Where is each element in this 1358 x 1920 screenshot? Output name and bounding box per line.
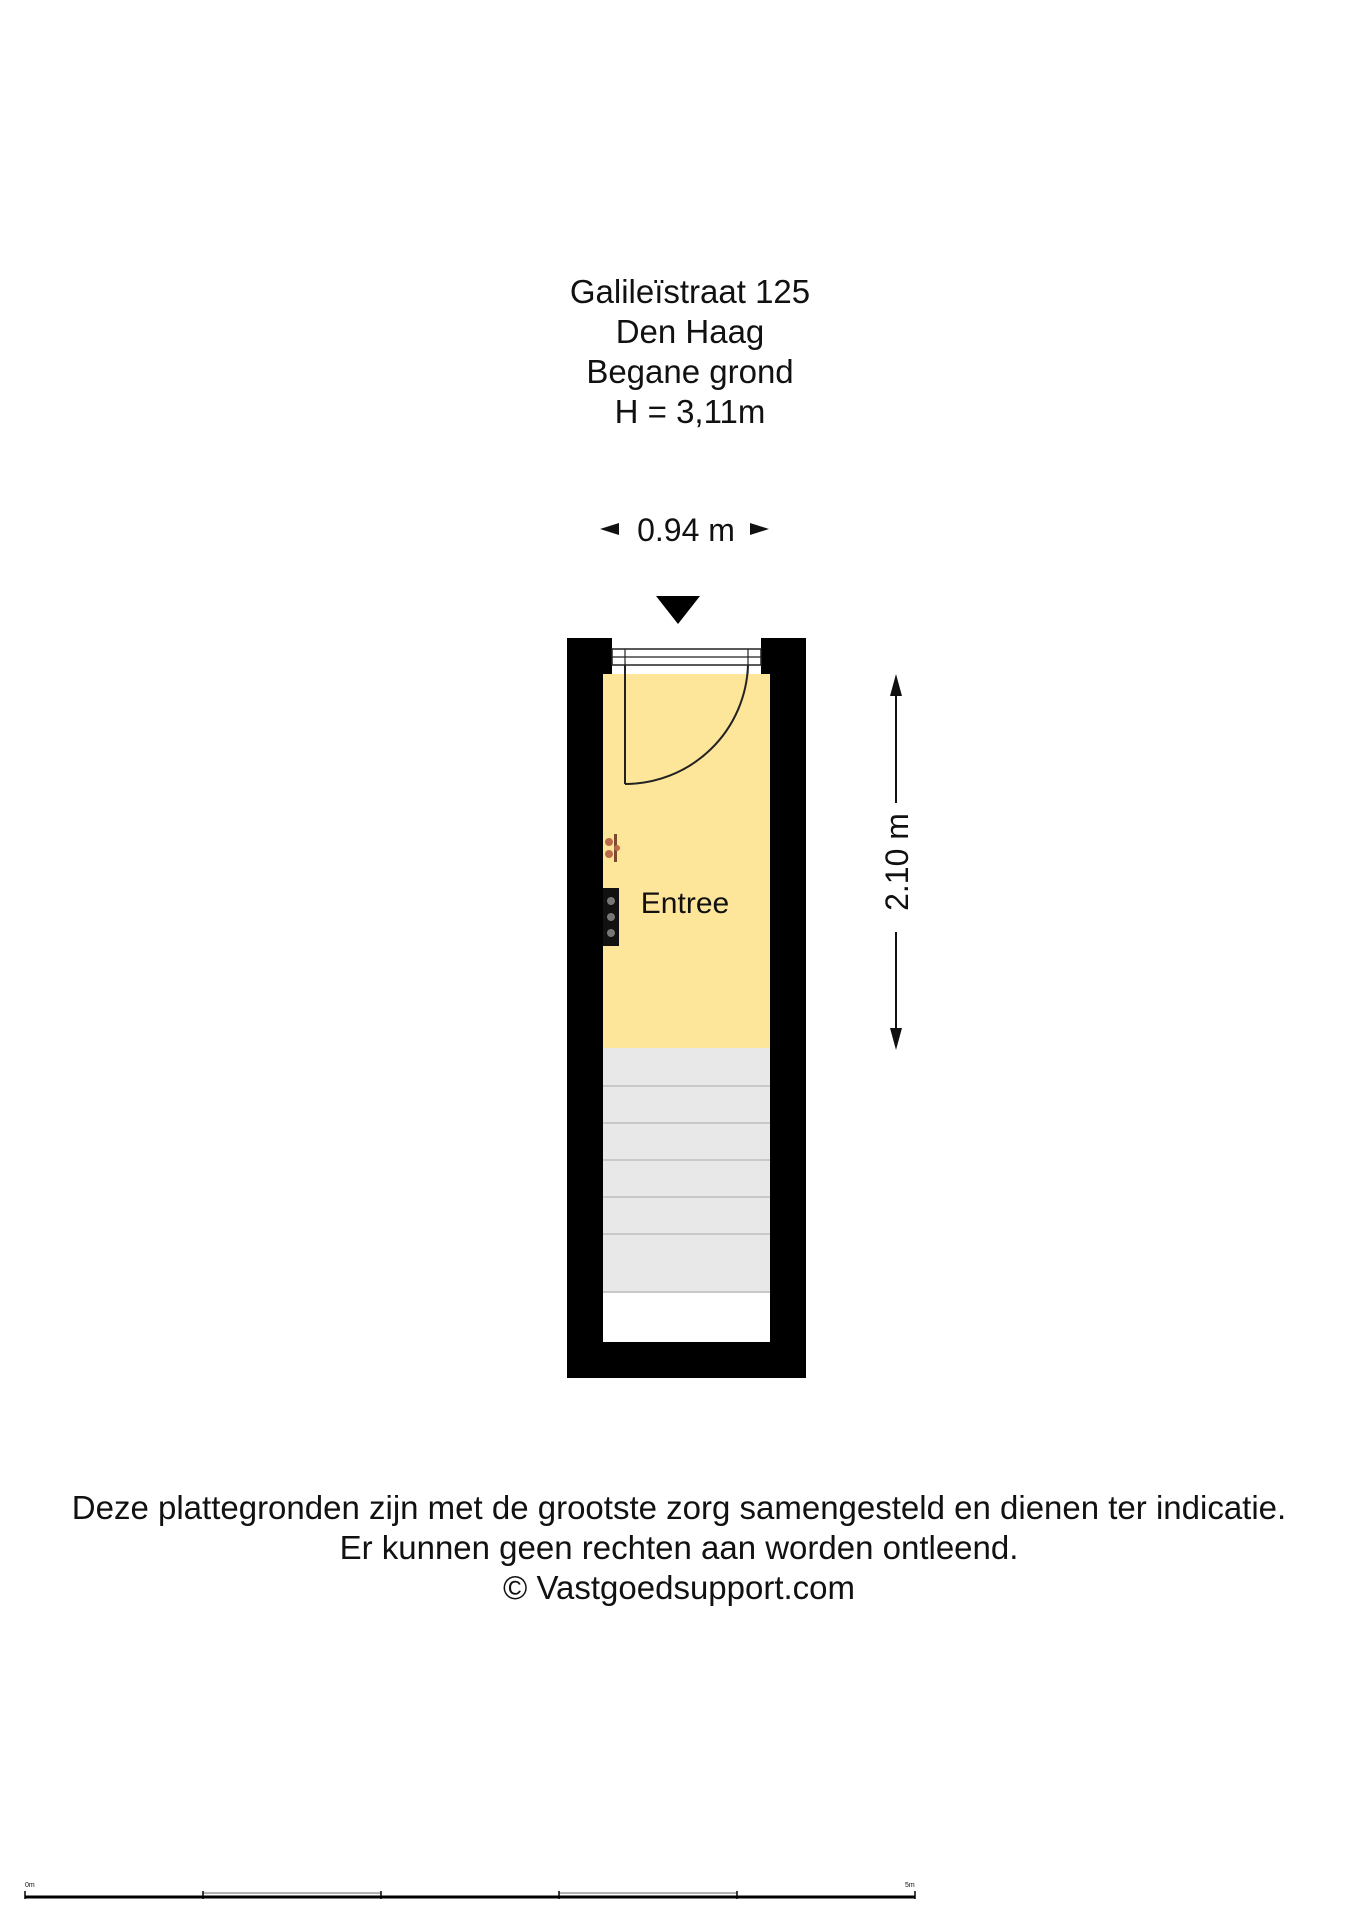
front-door-frame <box>612 649 761 674</box>
width-arrow-right-icon <box>750 523 769 535</box>
length-dimension-label: 2.10 m <box>879 813 915 911</box>
room-label-entree: Entree <box>640 887 730 920</box>
length-arrow-top-icon <box>890 674 902 696</box>
disclaimer-line-2: Er kunnen geen rechten aan worden ontleend. <box>339 1529 1019 1566</box>
city-line: Den Haag <box>615 313 765 350</box>
length-dimension <box>879 674 915 1050</box>
disclaimer <box>0 1488 1358 1608</box>
width-dimension <box>600 512 769 548</box>
floor-line: Begane grond <box>586 353 794 390</box>
disclaimer-line-1: Deze plattegronden zijn met de grootste zorg samengesteld en dienen ter indicatie. <box>71 1489 1287 1526</box>
copyright-line: © Vastgoedsupport.com <box>502 1569 856 1606</box>
width-dimension-label: 0.94 m <box>637 512 735 548</box>
staircase <box>603 1048 770 1342</box>
address-line: Galileïstraat 125 <box>569 273 811 310</box>
length-arrow-bottom-icon <box>890 1028 902 1050</box>
scale-end-label: 5m <box>905 1882 915 1889</box>
entrance-marker-icon <box>656 596 700 624</box>
electrical-panel-icon <box>603 888 619 946</box>
entree-room-floor <box>603 674 770 1048</box>
scale-bar <box>25 1882 915 1899</box>
scale-start-label: 0m <box>25 1882 35 1889</box>
ceiling-height-line: H = 3,11m <box>614 393 766 430</box>
width-arrow-left-icon <box>600 523 619 535</box>
